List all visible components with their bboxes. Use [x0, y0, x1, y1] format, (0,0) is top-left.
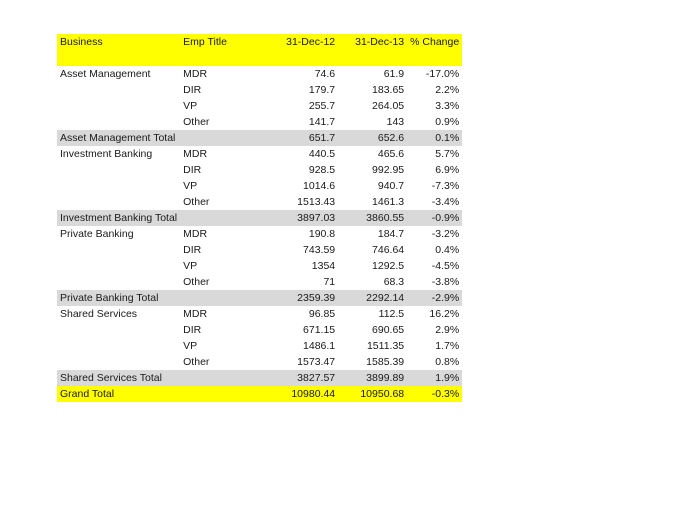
cell-dec-12[interactable]: 928.5: [308, 164, 336, 176]
cell-emp-title[interactable]: MDR: [183, 68, 208, 80]
cell-dec-13[interactable]: 1292.5: [372, 260, 405, 272]
pivot-table: [57, 34, 462, 402]
cell-business[interactable]: Asset Management Total: [57, 130, 180, 146]
subtotal-row: [57, 290, 462, 306]
cell-emp-title[interactable]: MDR: [183, 308, 208, 320]
cell-dec-13[interactable]: 2292.14: [338, 290, 407, 306]
cell-dec-12[interactable]: 671.15: [303, 324, 336, 336]
cell-emp-title[interactable]: MDR: [183, 228, 208, 240]
table-row: [57, 306, 462, 322]
cell-business[interactable]: Asset Management: [60, 68, 151, 80]
table-row: [57, 146, 462, 162]
cell-dec-12[interactable]: 1014.6: [303, 180, 336, 192]
cell-emp-title[interactable]: [180, 370, 264, 386]
cell-emp-title[interactable]: VP: [183, 260, 198, 272]
cell-dec-12[interactable]: 10980.44: [264, 386, 338, 402]
cell-dec-13[interactable]: 10950.68: [338, 386, 407, 402]
cell-change[interactable]: 1.9%: [407, 370, 462, 386]
cell-change[interactable]: -3.2%: [431, 228, 460, 240]
cell-emp-title[interactable]: Other: [183, 196, 210, 208]
header-dec-12[interactable]: 31-Dec-12: [264, 34, 338, 50]
cell-business[interactable]: [57, 258, 180, 274]
cell-emp-title[interactable]: Other: [183, 276, 210, 288]
cell-dec-12[interactable]: 1513.43: [297, 196, 336, 208]
cell-change[interactable]: 0.4%: [435, 244, 460, 256]
cell-change[interactable]: -0.3%: [407, 386, 462, 402]
cell-dec-13[interactable]: 652.6: [338, 130, 407, 146]
cell-dec-12[interactable]: 255.7: [308, 100, 336, 112]
header-spacer-cell: [57, 50, 180, 66]
cell-dec-12[interactable]: 71: [323, 276, 336, 288]
table-row: [57, 98, 462, 114]
cell-dec-12[interactable]: 96.85: [308, 308, 336, 320]
cell-emp-title[interactable]: DIR: [183, 84, 202, 96]
cell-change[interactable]: 2.2%: [435, 84, 460, 96]
cell-dec-13[interactable]: 3899.89: [338, 370, 407, 386]
cell-dec-13[interactable]: 143: [386, 116, 405, 128]
cell-dec-12[interactable]: 2359.39: [264, 290, 338, 306]
cell-business[interactable]: [57, 322, 180, 338]
table-row: [57, 178, 462, 194]
table-row: [57, 258, 462, 274]
cell-business[interactable]: [57, 82, 180, 98]
header-spacer-cell: [407, 50, 462, 66]
cell-dec-13[interactable]: 112.5: [378, 308, 405, 320]
cell-business[interactable]: Investment Banking: [60, 148, 153, 160]
cell-dec-13[interactable]: 940.7: [377, 180, 405, 192]
cell-dec-13[interactable]: 184.7: [377, 228, 405, 240]
cell-emp-title[interactable]: DIR: [183, 244, 202, 256]
cell-dec-13[interactable]: 465.6: [377, 148, 405, 160]
cell-business[interactable]: [57, 242, 180, 258]
table-row: [57, 226, 462, 242]
cell-dec-12[interactable]: 1486.1: [303, 340, 336, 352]
cell-dec-12[interactable]: 74.6: [314, 68, 336, 80]
cell-business[interactable]: [57, 194, 180, 210]
cell-business[interactable]: Grand Total: [57, 386, 180, 402]
header-row: [57, 34, 462, 50]
cell-change[interactable]: 2.9%: [435, 324, 460, 336]
cell-dec-13[interactable]: 746.64: [372, 244, 405, 256]
cell-business[interactable]: Shared Services: [60, 308, 138, 320]
cell-change[interactable]: -17.0%: [425, 68, 460, 80]
cell-dec-13[interactable]: 1511.35: [366, 340, 405, 352]
cell-emp-title[interactable]: [180, 210, 264, 226]
cell-change[interactable]: 16.2%: [429, 308, 460, 320]
subtotal-row: [57, 130, 462, 146]
cell-dec-12[interactable]: 3897.03: [264, 210, 338, 226]
cell-business[interactable]: [57, 162, 180, 178]
cell-dec-13[interactable]: 61.9: [383, 68, 405, 80]
cell-dec-12[interactable]: 1354: [311, 260, 336, 272]
cell-dec-13[interactable]: 183.65: [372, 84, 405, 96]
cell-emp-title[interactable]: [180, 290, 264, 306]
cell-business[interactable]: Private Banking Total: [57, 290, 180, 306]
table-row: [57, 66, 462, 82]
header-spacer-cell: [180, 50, 264, 66]
cell-emp-title[interactable]: VP: [183, 180, 198, 192]
cell-change[interactable]: -2.9%: [407, 290, 462, 306]
cell-business[interactable]: Shared Services Total: [57, 370, 180, 386]
cell-change[interactable]: 6.9%: [435, 164, 460, 176]
cell-dec-13[interactable]: 3860.55: [338, 210, 407, 226]
cell-business[interactable]: [57, 274, 180, 290]
subtotal-row: [57, 210, 462, 226]
table-row: [57, 162, 462, 178]
table-row: [57, 82, 462, 98]
table-row: [57, 242, 462, 258]
header-change[interactable]: % Change: [407, 34, 462, 50]
cell-emp-title[interactable]: [180, 386, 264, 402]
cell-dec-12[interactable]: 440.5: [308, 148, 336, 160]
header-spacer-cell: [338, 50, 407, 66]
cell-emp-title[interactable]: VP: [183, 100, 198, 112]
subtotal-row: [57, 370, 462, 386]
cell-emp-title[interactable]: DIR: [183, 164, 202, 176]
cell-business[interactable]: [57, 114, 180, 130]
table-row: [57, 114, 462, 130]
cell-dec-12[interactable]: 1573.47: [297, 356, 336, 368]
cell-dec-13[interactable]: 68.3: [383, 276, 405, 288]
cell-change[interactable]: -7.3%: [431, 180, 460, 192]
cell-dec-13[interactable]: 264.05: [372, 100, 405, 112]
table-row: [57, 322, 462, 338]
table-row: [57, 354, 462, 370]
cell-emp-title[interactable]: [180, 130, 264, 146]
cell-change[interactable]: 0.1%: [407, 130, 462, 146]
cell-change[interactable]: 3.3%: [435, 100, 460, 112]
cell-dec-13[interactable]: 1461.3: [372, 196, 405, 208]
cell-dec-12[interactable]: 651.7: [264, 130, 338, 146]
cell-change[interactable]: -3.8%: [431, 276, 460, 288]
cell-change[interactable]: 0.9%: [435, 116, 460, 128]
header-spacer-row: [57, 50, 462, 66]
cell-change[interactable]: 5.7%: [435, 148, 460, 160]
cell-dec-13[interactable]: 1585.39: [366, 356, 405, 368]
cell-change[interactable]: -3.4%: [431, 196, 460, 208]
cell-emp-title[interactable]: Other: [183, 356, 210, 368]
cell-business[interactable]: [57, 338, 180, 354]
cell-emp-title[interactable]: MDR: [183, 148, 208, 160]
cell-business[interactable]: [57, 98, 180, 114]
grand-total-row: [57, 386, 462, 402]
cell-dec-12[interactable]: 743.59: [303, 244, 336, 256]
cell-business[interactable]: [57, 354, 180, 370]
cell-dec-13[interactable]: 690.65: [372, 324, 405, 336]
cell-change[interactable]: 0.8%: [435, 356, 460, 368]
cell-business[interactable]: [57, 178, 180, 194]
header-emp-title[interactable]: Emp Title: [180, 34, 264, 50]
header-business[interactable]: Business: [57, 34, 180, 50]
cell-change[interactable]: -4.5%: [431, 260, 460, 272]
cell-emp-title[interactable]: DIR: [183, 324, 202, 336]
cell-dec-12[interactable]: 141.7: [308, 116, 336, 128]
table-row: [57, 194, 462, 210]
cell-dec-12[interactable]: 190.8: [308, 228, 336, 240]
cell-dec-13[interactable]: 992.95: [372, 164, 405, 176]
cell-emp-title[interactable]: Other: [183, 116, 210, 128]
cell-business[interactable]: Private Banking: [60, 228, 134, 240]
cell-change[interactable]: -0.9%: [407, 210, 462, 226]
cell-dec-12[interactable]: 3827.57: [264, 370, 338, 386]
table-row: [57, 338, 462, 354]
cell-business[interactable]: Investment Banking Total: [57, 210, 180, 226]
header-dec-13[interactable]: 31-Dec-13: [338, 34, 407, 50]
header-spacer-cell: [264, 50, 338, 66]
cell-emp-title[interactable]: VP: [183, 340, 198, 352]
cell-change[interactable]: 1.7%: [435, 340, 460, 352]
table-row: [57, 274, 462, 290]
cell-dec-12[interactable]: 179.7: [308, 84, 336, 96]
